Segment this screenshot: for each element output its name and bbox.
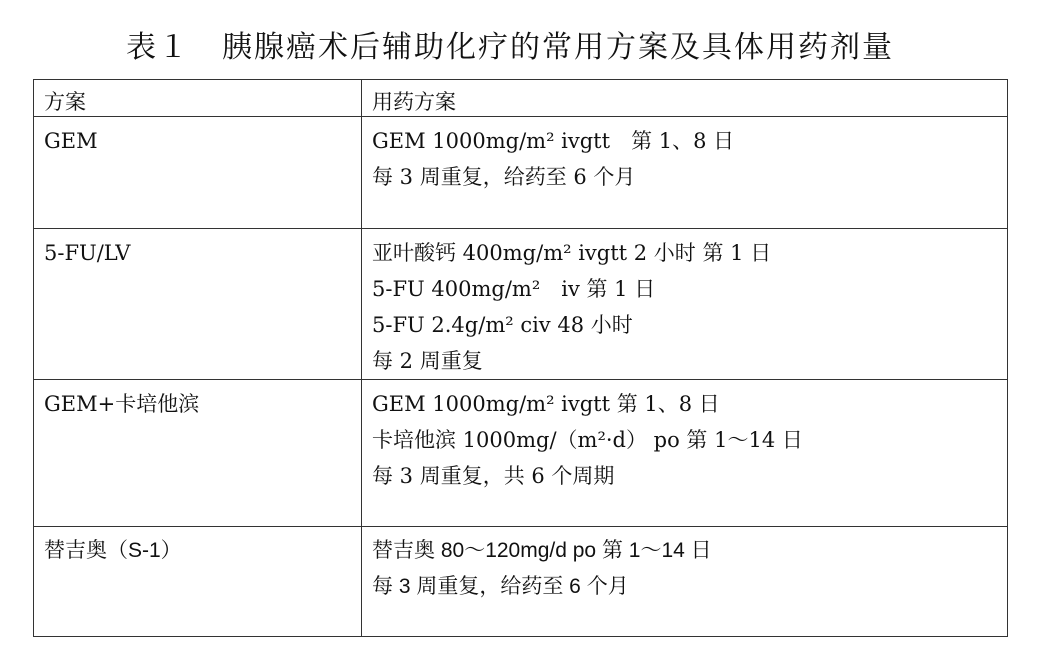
regimen-name (34, 117, 362, 229)
dosing-line: 每 2 周重复 (372, 349, 483, 373)
regimen-name-text: 5-FU/LV (44, 241, 131, 265)
regimen-name (34, 229, 362, 380)
dosing-line: 5-FU 400mg/m² iv 第 1 日 (372, 277, 656, 301)
regimen-name-text: 替吉奥（S-1） (44, 539, 182, 562)
table-row (34, 527, 1008, 637)
table-row (34, 117, 1008, 229)
table-row (34, 380, 1008, 527)
table-row (34, 229, 1008, 380)
dosing-line: 替吉奥 80～120mg/d po 第 1～14 日 (372, 539, 712, 562)
regimen-name-text: GEM+卡培他滨 (44, 392, 200, 416)
regimen-table (33, 79, 1008, 637)
header-dosing: 用药方案 (362, 80, 1008, 117)
regimen-name (34, 527, 362, 637)
dosing-cell (362, 380, 1008, 527)
dosing-line: GEM 1000mg/m² ivgtt 第 1、8 日 (372, 129, 735, 153)
table-title: 表１ 胰腺癌术后辅助化疗的常用方案及具体用药剂量 (126, 30, 894, 65)
table-header-row (34, 80, 1008, 117)
dosing-line: 每 3 周重复，共 6 个周期 (372, 464, 615, 488)
regimen-name (34, 380, 362, 527)
header-regimen: 方案 (34, 80, 362, 117)
dosing-cell (362, 527, 1008, 637)
dosing-line: 亚叶酸钙 400mg/m² ivgtt 2 小时 第 1 日 (372, 241, 772, 265)
regimen-name-text: GEM (44, 129, 98, 153)
dosing-line: 卡培他滨 1000mg/（m²·d） po 第 1～14 日 (372, 428, 803, 452)
dosing-cell (362, 117, 1008, 229)
dosing-line: 每 3 周重复，给药至 6 个月 (372, 575, 629, 598)
dosing-line: 5-FU 2.4g/m² civ 48 小时 (372, 313, 633, 337)
dosing-line: GEM 1000mg/m² ivgtt 第 1、8 日 (372, 392, 720, 416)
dosing-line: 每 3 周重复，给药至 6 个月 (372, 165, 636, 189)
dosing-cell (362, 229, 1008, 380)
